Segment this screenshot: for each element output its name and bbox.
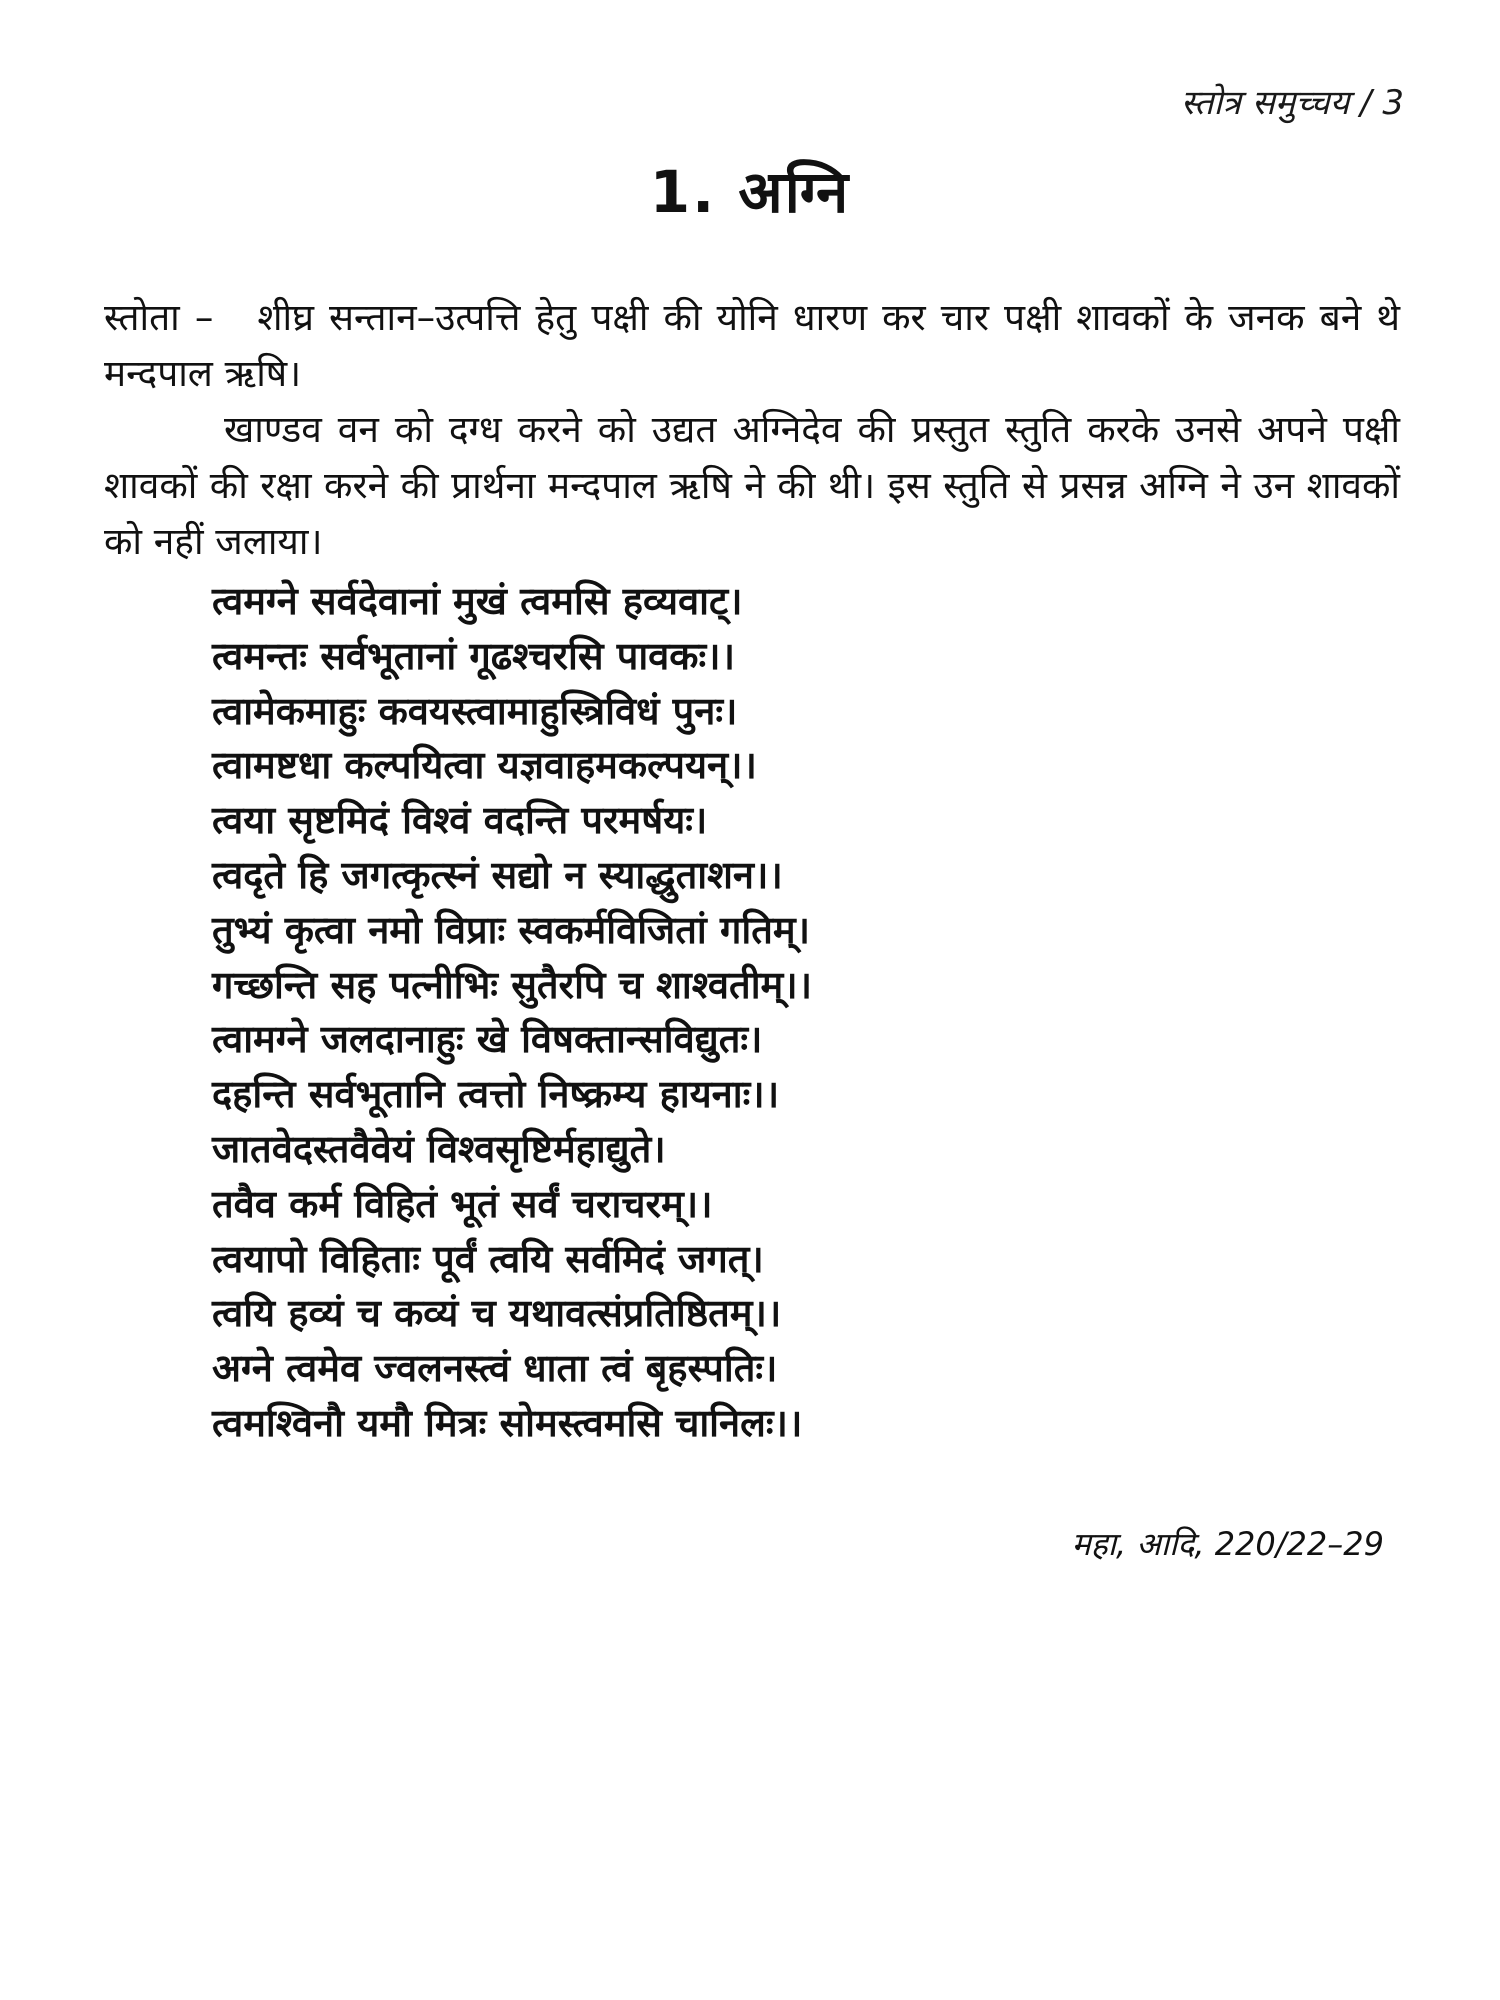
verse-line: त्वयापो विहिताः पूर्वं त्वयि सर्वमिदं जगत्।	[212, 1236, 764, 1281]
intro-paragraph-1-text: शीघ्र सन्तान–उत्पत्ति हेतु पक्षी की योनि धारण कर चार पक्षी शावकों के जनक बने थे मन्दपाल ऋषि।	[104, 296, 1400, 395]
verse-line: त्वमग्ने सर्वदेवानां मुखं त्वमसि हव्यवाट्।	[212, 579, 743, 623]
verse-line: तवैव कर्म विहितं भूतं सर्वं चराचरम्।।	[212, 1181, 713, 1226]
intro-paragraph-2: खाण्डव वन को दग्ध करने को उद्यत अग्निदेव की प्रस्तुत स्तुति करके उनसे अपने पक्षी शावकों की रक्षा करने की प्रार्थना मन्दपाल ऋषि ने की थी। इस स्तुति से प्रसन्न अग्नि ने उन शावकों को नहीं जलाया।	[104, 408, 1400, 563]
verse-line: त्वया सृष्टमिदं विश्वं वदन्ति परमर्षयः।	[212, 798, 708, 843]
verse-line: त्वदृते हि जगत्कृत्स्नं सद्यो न स्याद्धुताशन।।	[212, 852, 783, 897]
verse-line: दहन्ति सर्वभूतानि त्वत्तो निष्क्रम्य हायनाः।।	[212, 1072, 780, 1117]
chapter-title: 1. अग्नि	[649, 158, 851, 226]
verse-line: जातवेदस्तवैवेयं विश्वसृष्टिर्महाद्युते।	[212, 1126, 666, 1171]
intro-text	[104, 290, 1400, 570]
intro-paragraph-1	[104, 290, 1400, 402]
verse-line: गच्छन्ति सह पत्नीभिः सुतैरपि च शाश्वतीम्।।	[212, 962, 813, 1007]
running-header: स्तोत्र समुच्चय / 3	[1180, 83, 1404, 123]
verse-line: त्वामष्टधा कल्पयित्वा यज्ञवाहमकल्पयन्।।	[212, 743, 757, 788]
verse-line: त्वामेकमाहुः कवयस्त्वामाहुस्त्रिविधं पुनः।	[212, 688, 738, 733]
verse-block	[212, 574, 1362, 1451]
source-citation: महा, आदि, 220/22–29	[1071, 1525, 1384, 1563]
verse-line: त्वमन्तः सर्वभूतानां गूढश्चरसि पावकः।।	[212, 633, 735, 678]
verse-line: त्वामग्ने जलदानाहुः खे विषक्तान्सविद्युतः।	[212, 1017, 763, 1062]
stota-label: स्तोता –	[104, 296, 214, 339]
verse-line: तुभ्यं कृत्वा नमो विप्राः स्वकर्मविजितां गतिम्।	[212, 907, 810, 952]
verse-line: अग्ने त्वमेव ज्वलनस्त्वं धाता त्वं बृहस्पतिः।	[212, 1346, 778, 1391]
verse-line: त्वमश्विनौ यमौ मित्रः सोमस्त्वमसि चानिलः।।	[212, 1400, 803, 1445]
verse-line: त्वयि हव्यं च कव्यं च यथावत्संप्रतिष्ठितम्।।	[212, 1291, 782, 1336]
